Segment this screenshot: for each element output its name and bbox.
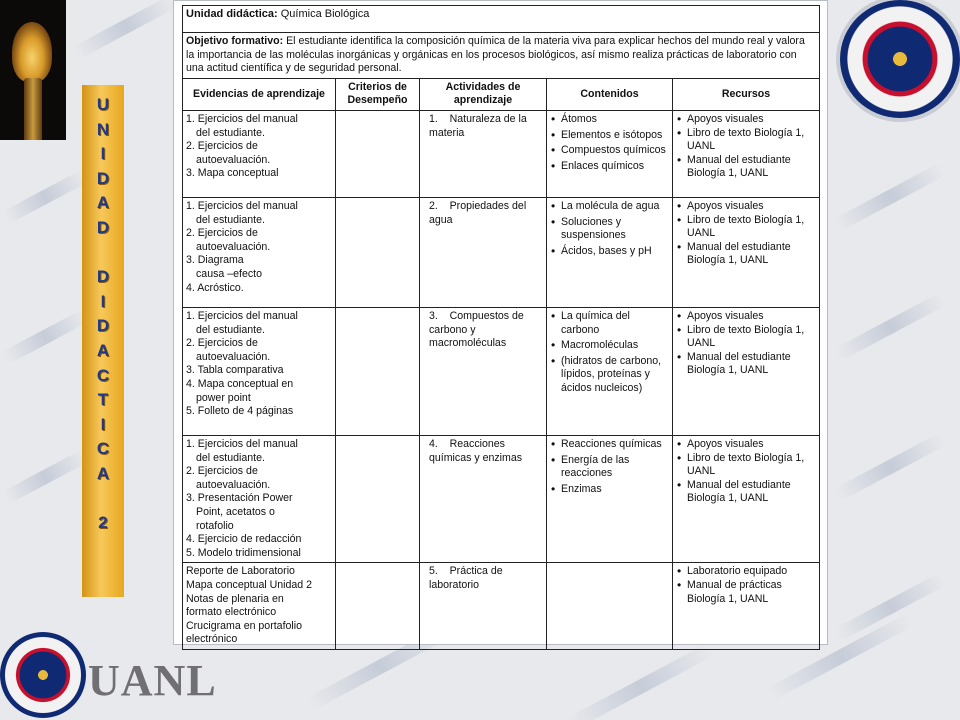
background-streak [2, 310, 88, 365]
objective-cell [183, 33, 820, 79]
evidencia-line: 1. Ejercicios del manual [186, 437, 298, 450]
evidencia-line: 4. Ejercicio de redacción [186, 533, 302, 546]
university-seal-bottom-left [0, 632, 86, 718]
recurso-item: • Libro de texto Biología 1, UANL [676, 324, 816, 351]
evidencias-cell [183, 307, 336, 435]
background-streak [834, 293, 947, 362]
column-header-row [183, 78, 820, 110]
background-streak [2, 170, 88, 225]
unit-title-row [183, 6, 820, 33]
recurso-item: • Libro de texto Biología 1, UANL [676, 127, 816, 154]
recursos-list [676, 438, 816, 506]
banner-letter: A [96, 340, 110, 360]
criterios-cell [336, 110, 420, 197]
recurso-item: • Laboratorio equipado [676, 565, 816, 579]
banner-letter: N [96, 119, 110, 139]
contenidos-cell [547, 197, 673, 307]
background-streak [566, 643, 714, 720]
evidencia-line: 3. Tabla comparativa [186, 364, 284, 377]
torch-flame [12, 22, 52, 82]
recursos-cell [673, 110, 820, 197]
torch-handle [24, 78, 42, 140]
actividad-cell [420, 307, 547, 435]
contenidos-cell [547, 110, 673, 197]
column-header: Evidencias de aprendizaje [183, 78, 336, 110]
contenido-item: • Compuestos químicos [550, 144, 669, 158]
evidencia-line: Crucigrama en portafolio [186, 619, 302, 632]
recursos-cell [673, 307, 820, 435]
unit-value: Química Biológica [280, 8, 370, 20]
evidencias-cell [183, 197, 336, 307]
evidencia-line: autoevaluación. [196, 153, 271, 166]
column-header: Contenidos [547, 78, 673, 110]
unit-title-cell [183, 6, 820, 33]
actividad-cell [420, 197, 547, 307]
contenido-item: • Enzimas [550, 483, 669, 497]
evidencia-line: del estudiante. [196, 451, 265, 464]
contenido-item: • Energía de las reacciones [550, 454, 669, 481]
evidencia-line: 1. Ejercicios del manual [186, 112, 298, 125]
evidencia-line: 3. Presentación Power [186, 492, 293, 505]
evidencia-line: Notas de plenaria en [186, 592, 284, 605]
background-streak [834, 433, 947, 502]
unit-label: Unidad didáctica: [186, 8, 278, 20]
evidencia-line: autoevaluación. [196, 240, 271, 253]
contenido-item: • (hidratos de carbono, lípidos, proteínas y ácidos nucleicos) [550, 355, 669, 396]
seal-center [876, 35, 924, 83]
table-row [183, 110, 820, 197]
objective-text: El estudiante identifica la composición química de la materia viva para explicar hechos del mundo real y valora la importancia de las moléculas inorgánicas y orgánicas en los procesos biológicos, así mismo realiza prácticas de laboratorio con una actitud científica y de seguridad personal. [186, 35, 805, 75]
recurso-item: • Apoyos visuales [676, 113, 816, 127]
evidencia-line: 2. Ejercicios de [186, 227, 258, 240]
vertical-unit-banner [82, 85, 124, 597]
banner-letter: D [96, 217, 110, 237]
syllabus-table-wrapper [182, 5, 817, 646]
background-streak [834, 163, 947, 232]
evidencia-line: Reporte de Laboratorio [186, 565, 295, 578]
evidencia-line: 3. Mapa conceptual [186, 167, 279, 180]
recurso-item: • Libro de texto Biología 1, UANL [676, 214, 816, 241]
recursos-list [676, 565, 816, 606]
contenido-item: • Reacciones químicas [550, 438, 669, 452]
criterios-cell [336, 307, 420, 435]
evidencias-cell [183, 563, 336, 650]
evidencia-line: power point [196, 391, 251, 404]
evidencia-line: 1. Ejercicios del manual [186, 309, 298, 322]
university-seal-top-right [840, 0, 960, 118]
recursos-cell [673, 435, 820, 562]
evidencia-line: 1. Ejercicios del manual [186, 199, 298, 212]
contenido-item: • Elementos e isótopos [550, 129, 669, 143]
contenido-item: • La molécula de agua [550, 200, 669, 214]
evidencia-line: del estudiante. [196, 126, 265, 139]
recurso-item: • Apoyos visuales [676, 200, 816, 214]
evidencias-cell [183, 110, 336, 197]
contenidos-list [550, 438, 669, 496]
contenido-item: • Ácidos, bases y pH [550, 245, 669, 259]
actividad-text: 4. Reacciones químicas y enzimas [429, 437, 523, 464]
evidencia-line: causa –efecto [196, 267, 262, 280]
evidencia-line: del estudiante. [196, 213, 265, 226]
table-row [183, 563, 820, 650]
evidencia-line: 2. Ejercicios de [186, 337, 258, 350]
evidencia-line: del estudiante. [196, 323, 265, 336]
banner-letter: D [96, 316, 110, 336]
contenidos-cell [547, 307, 673, 435]
evidencia-line: autoevaluación. [196, 350, 271, 363]
seal-center [26, 658, 60, 692]
banner-letter: I [100, 144, 106, 164]
recurso-item: • Manual del estudiante Biología 1, UANL [676, 154, 816, 181]
evidencia-line: electrónico [186, 633, 238, 646]
recurso-item: • Manual del estudiante Biología 1, UANL [676, 479, 816, 506]
recursos-cell [673, 563, 820, 650]
actividad-text: 2. Propiedades del agua [429, 199, 530, 226]
contenido-item: • Enlaces químicos [550, 160, 669, 174]
evidencia-line: 5. Folleto de 4 páginas [186, 405, 294, 418]
criterios-cell [336, 563, 420, 650]
evidencia-line: Point, acetatos o [196, 505, 275, 518]
recurso-item: • Apoyos visuales [676, 310, 816, 324]
actividad-text: 5. Práctica de laboratorio [429, 565, 506, 591]
recurso-item: • Apoyos visuales [676, 438, 816, 452]
objective-label: Objetivo formativo: [186, 35, 284, 47]
recurso-item: • Manual de prácticas Biología 1, UANL [676, 579, 816, 606]
evidencia-line: formato electrónico [186, 606, 277, 619]
evidencia-line: 5. Modelo tridimensional [186, 546, 301, 559]
banner-letter: I [100, 291, 106, 311]
banner-letter: U [96, 95, 110, 114]
contenido-item: • Macromoléculas [550, 339, 669, 353]
actividad-text: 1. Naturaleza de la materia [429, 112, 530, 139]
column-header: Actividades de aprendizaje [420, 78, 547, 110]
evidencia-line: rotafolio [196, 519, 234, 532]
objective-row [183, 33, 820, 79]
evidencia-line: 4. Acróstico. [186, 281, 244, 294]
table-row [183, 197, 820, 307]
banner-letter: 2 [98, 513, 108, 533]
evidencias-cell [183, 435, 336, 562]
banner-letter: D [96, 168, 110, 188]
background-streak [2, 450, 88, 505]
banner-letter: C [96, 365, 110, 385]
contenidos-list [550, 113, 669, 173]
contenidos-list [550, 200, 669, 258]
recursos-list [676, 200, 816, 268]
contenido-item: • Átomos [550, 113, 669, 127]
recurso-item: • Libro de texto Biología 1, UANL [676, 452, 816, 479]
syllabus-table [182, 5, 820, 650]
uanl-logo-text: UANL [88, 656, 217, 705]
column-header: Recursos [673, 78, 820, 110]
banner-letter: C [96, 439, 110, 459]
recursos-list [676, 113, 816, 181]
torch-image [0, 0, 66, 140]
banner-letter: A [96, 193, 110, 213]
banner-letter: A [96, 463, 110, 483]
table-row [183, 435, 820, 562]
actividad-cell [420, 110, 547, 197]
banner-letter: I [100, 414, 106, 434]
recurso-item: • Manual del estudiante Biología 1, UANL [676, 241, 816, 268]
criterios-cell [336, 197, 420, 307]
banner-letter: D [96, 267, 110, 287]
background-streak [73, 0, 177, 59]
actividad-cell [420, 563, 547, 650]
actividad-cell [420, 435, 547, 562]
contenidos-cell [547, 435, 673, 562]
evidencia-line: 2. Ejercicios de [186, 140, 258, 153]
column-header: Criterios de Desempeño [336, 78, 420, 110]
recursos-cell [673, 197, 820, 307]
evidencia-line: Mapa conceptual Unidad 2 [186, 578, 313, 591]
evidencia-line: autoevaluación. [196, 478, 271, 491]
contenidos-cell [547, 563, 673, 650]
table-row [183, 307, 820, 435]
evidencia-line: 4. Mapa conceptual en [186, 377, 294, 390]
contenido-item: • La química del carbono [550, 310, 669, 337]
actividad-text: 3. Compuestos de carbono y macromoléculas [429, 309, 527, 350]
evidencia-line: 3. Diagrama [186, 254, 244, 267]
recurso-item: • Manual del estudiante Biología 1, UANL [676, 351, 816, 378]
syllabus-document [173, 0, 828, 645]
banner-letter: T [97, 390, 109, 410]
criterios-cell [336, 435, 420, 562]
contenidos-list [550, 310, 669, 396]
evidencia-line: 2. Ejercicios de [186, 465, 258, 478]
contenido-item: • Soluciones y suspensiones [550, 216, 669, 243]
table-body [183, 110, 820, 649]
recursos-list [676, 310, 816, 378]
